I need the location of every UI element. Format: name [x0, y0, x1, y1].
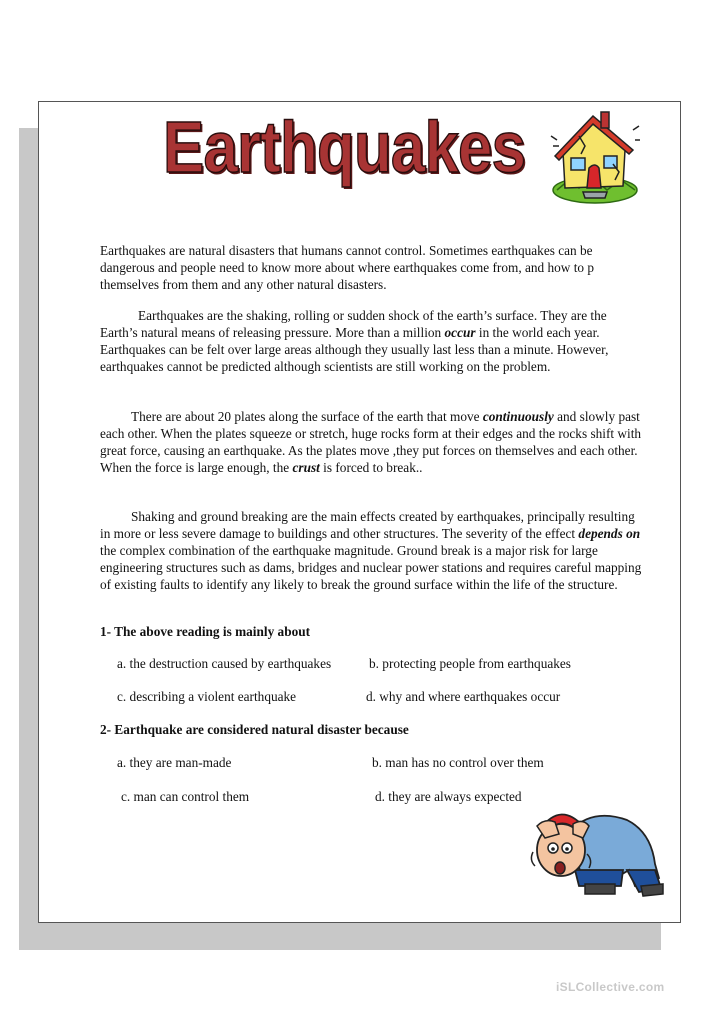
question-2-option-c: c. man can control them: [121, 789, 250, 804]
keyword-crust: crust: [292, 460, 320, 475]
worksheet-page: [38, 101, 681, 923]
effects-paragraph: Shaking and ground breaking are the main effects created by earthquakes, principally resulting in more or less severe damage to buildings and other structures. The severity of the effect depends on the complex combination of the earthquake magnitude. Ground break is a major risk for large engineering structures such as dams, bridges and nuclear power stations and requires careful mapping of existing faults to identify any likely to break the ground surface within the life of the structure.: [100, 509, 642, 592]
question-1-option-a: a. the destruction caused by earthquakes: [117, 656, 332, 671]
page-title: Earthquakes: [163, 108, 526, 188]
plates-paragraph: There are about 20 plates along the surface of the earth that move continuously and slowly past each other. When the plates squeeze or stretch, huge rocks form at their edges and the rocks shift with great force, causing an earthquake. As the plates move ,they put forces on themselves and each other. When the force is large enough, the crust is forced to break..: [100, 409, 642, 475]
watermark: iSLCollective.com: [556, 980, 665, 994]
keyword-depends-on: depends on: [578, 526, 641, 541]
question-1: 1- The above reading is mainly about: [100, 624, 311, 639]
question-2-option-a: a. they are man-made: [117, 755, 232, 770]
question-1-option-d: d. why and where earthquakes occur: [366, 689, 561, 704]
intro-paragraph: Earthquakes are natural disasters that humans cannot control. Sometimes earthquakes can be dangerous and people need to know more about where earthquakes come from, and how to p themselves from them and any other natural disasters.: [100, 243, 595, 292]
cracked-house-icon: [549, 106, 641, 208]
question-1-option-c: c. describing a violent earthquake: [117, 689, 297, 704]
question-2-option-b: b. man has no control over them: [372, 755, 544, 770]
keyword-occur: occur: [444, 325, 476, 340]
question-1-option-b: b. protecting people from earthquakes: [369, 656, 571, 671]
question-2: 2- Earthquake are considered natural disaster because: [100, 722, 409, 737]
definition-paragraph: Earthquakes are the shaking, rolling or sudden shock of the earth’s surface. They are the Earth’s natural means of releasing pressure. More than a million occur in the world each year. Earthquakes can be felt over large areas although they usually last less than a minute. However, earthquakes cannot be predicted although scientists are still working on the problem.: [100, 308, 609, 374]
scared-man-icon: [523, 790, 665, 902]
question-2-option-d: d. they are always expected: [375, 789, 522, 804]
keyword-continuously: continuously: [482, 409, 554, 424]
